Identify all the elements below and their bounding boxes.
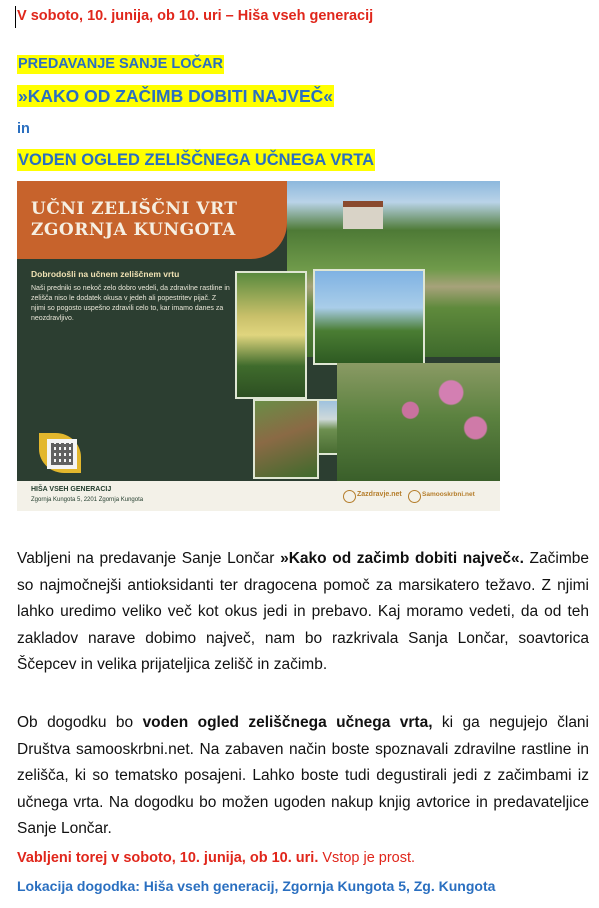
lecture-paragraph: Vabljeni na predavanje Sanje Lončar »Kako od začimb dobiti največ«. Začimbe so najmočnejši antioksidanti ter dragocena pomoč za marsikatero težavo. Z njimi lahko uredimo veliko več kot okus jedi in prebavo. Kaj moramo vedeti, da od teh zakladov narave dobimo največ, nam bo razkrivala Sanja Lončar, soavtorica Ščepcev in velika prijateljica zelišč in začimb. [17,550,589,673]
poster-intro-text: Naši predniki so nekoč zelo dobro vedeli, da zdravilne rastline in zelišča niso le dodatek okusa v jedeh ali popestritev pijač. Z njimi so pogosto uspešno zdravili celo to, kar imamo danes za neozdravljivo. [31,285,230,322]
garden-bed-photo [253,399,319,479]
poster-footer-address: Zgornja Kungota 5, 2201 Zgornja Kungota [31,497,144,503]
flower-photo [235,271,307,399]
poster-welcome: Dobrodošli na učnem zeliščnem vrtu [31,269,180,279]
conjunction-text: in [17,121,30,137]
house-in-photo [343,201,383,229]
echinacea-photo [337,363,500,481]
garden-poster-image [17,181,500,511]
poster-title: UČNI ZELIŠČNI VRT ZGORNJA KUNGOTA [31,199,238,240]
zazdravje-logo-icon [343,490,356,503]
closing-line: Vabljeni torej v soboto, 10. junija, ob 10. uri. Vstop je prost. [17,850,416,866]
poster-footer-name: HIŠA VSEH GENERACIJ [31,486,112,493]
garden-tour-paragraph: Ob dogodku bo voden ogled zeliščnega učnega vrta, ki ga negujejo člani Društva samooskrbni.net. Na zabaven način boste spoznavali zdravilne rastline in zelišča, ki so tematsko posajeni. Lahko boste tudi degustirali jedi z začimbami iz učnega vrta. Na dogodku bo možen ugoden nakup knjig avtorice in predavateljice Sanje Lončar. [17,714,589,837]
tree-photo [313,269,425,365]
event-location: Lokacija dogodka: Hiša vseh generacij, Zgornja Kungota 5, Zg. Kungota [17,878,496,894]
zazdravje-logo-text: Zazdravje.net [357,491,402,498]
samooskrbni-logo-icon [408,490,421,503]
lecture-title: »KAKO OD ZAČIMB DOBITI NAJVEČ« [18,86,334,106]
poster-footer [17,481,500,511]
text-cursor [15,6,16,28]
event-date-line: V soboto, 10. junija, ob 10. uri – Hiša vseh generacij [17,8,374,24]
poster-title-banner [17,181,287,259]
qr-code-icon [47,439,77,469]
garden-tour-title: VODEN OGLED ZELIŠČNEGA UČNEGA VRTA [18,151,374,169]
lecture-heading: PREDAVANJE SANJE LOČAR [18,56,223,72]
samooskrbni-logo-text: Samooskrbni.net [422,491,475,498]
